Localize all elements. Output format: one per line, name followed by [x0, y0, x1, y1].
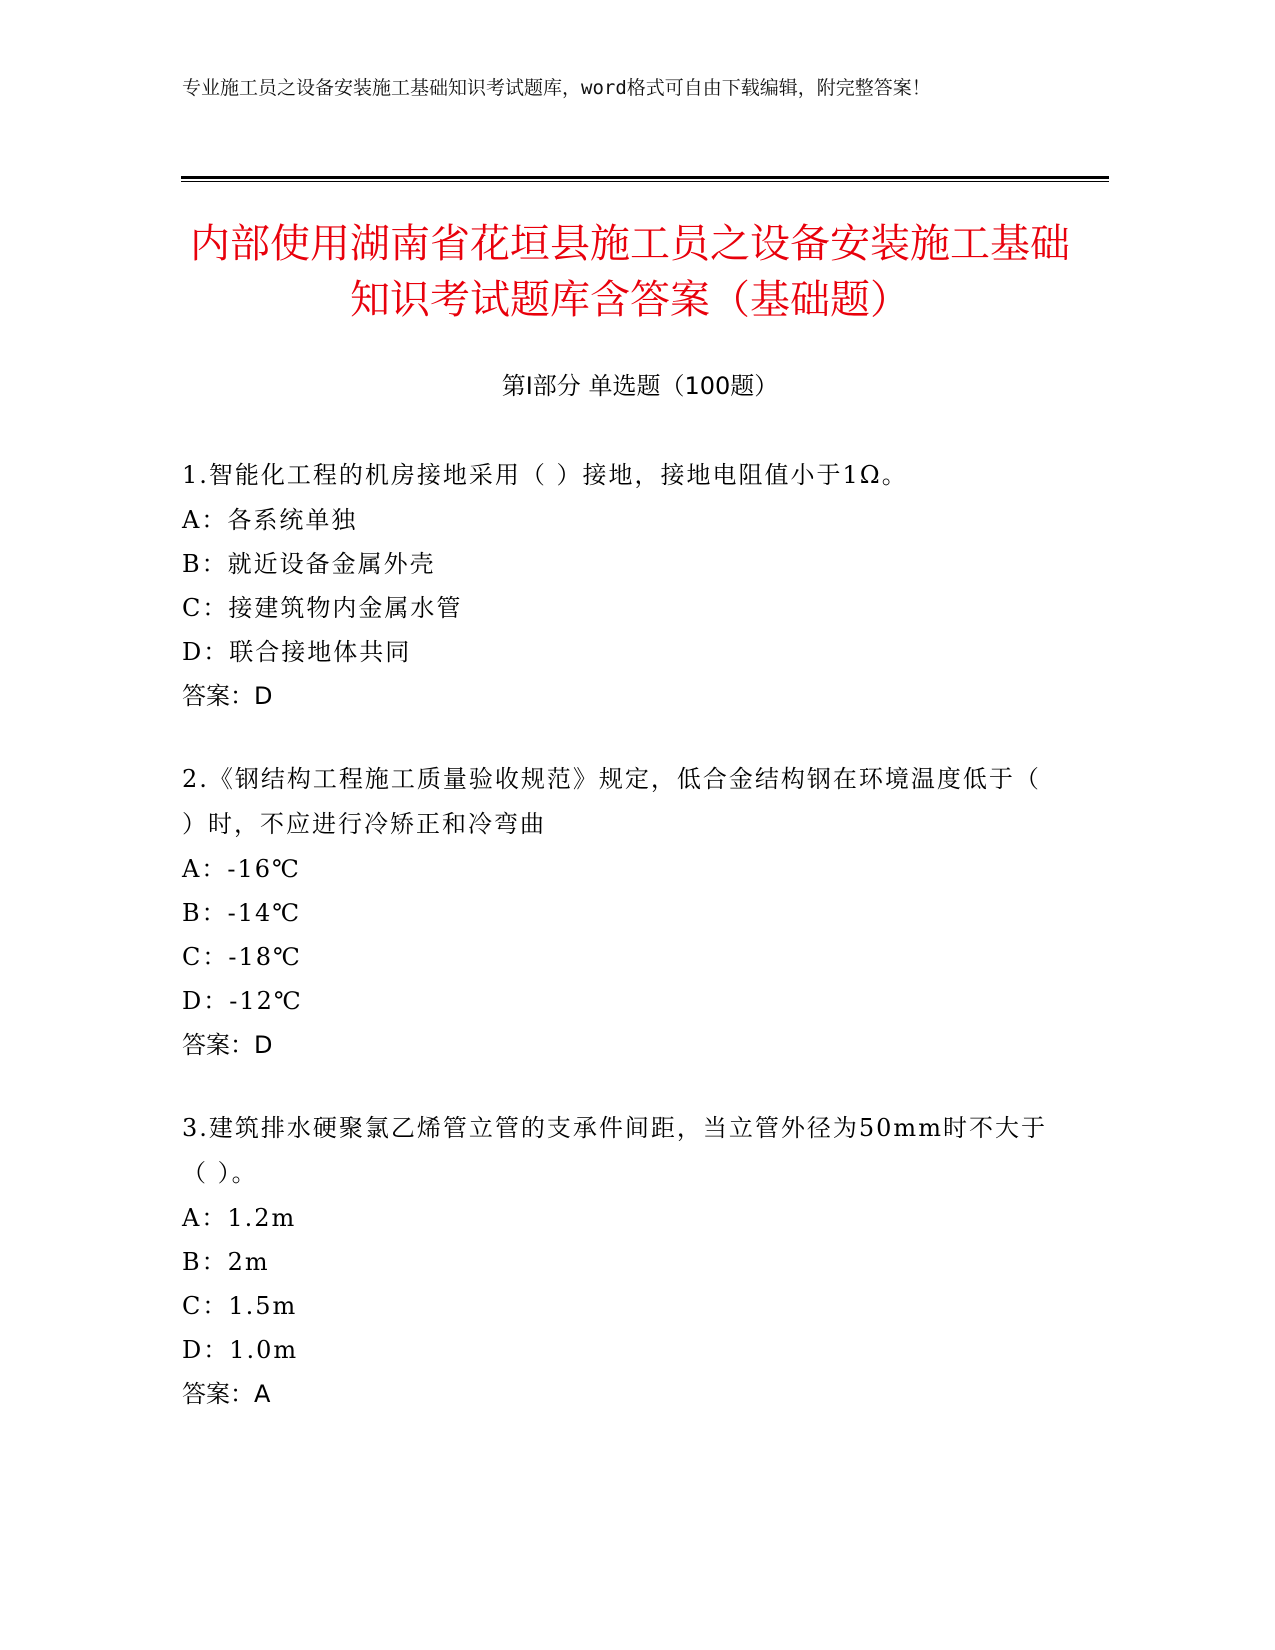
option-a: A：-16℃: [182, 855, 301, 883]
header-divider-thick: [181, 176, 1109, 179]
section-heading: 第Ⅰ部分 单选题（100题）: [501, 372, 779, 400]
answer-line: 答案：D: [182, 682, 273, 710]
option-b: B：-14℃: [182, 899, 302, 927]
option-d: D：1.0m: [182, 1336, 299, 1364]
option-c: C：1.5m: [182, 1292, 298, 1320]
option-a: A：各系统单独: [182, 506, 358, 534]
question-2: [182, 757, 1052, 1067]
header-divider-thin: [181, 181, 1109, 182]
document-title: 内部使用湖南省花垣县施工员之设备安装施工基础知识考试题库含答案（基础题）: [190, 221, 1070, 323]
question-stem: 1.智能化工程的机房接地采用（ ）接地，接地电阻值小于1Ω。: [182, 461, 908, 489]
option-b: B：2m: [182, 1248, 270, 1276]
option-d: D：-12℃: [182, 987, 303, 1015]
answer-line: 答案：D: [182, 1031, 273, 1059]
option-a: A：1.2m: [182, 1204, 297, 1232]
option-c: C：接建筑物内金属水管: [182, 594, 463, 622]
option-b: B：就近设备金属外壳: [182, 550, 436, 578]
question-3: [182, 1106, 1052, 1416]
option-c: C：-18℃: [182, 943, 302, 971]
option-d: D：联合接地体共同: [182, 638, 412, 666]
question-stem: 3.建筑排水硬聚氯乙烯管立管的支承件间距，当立管外径为50mm时不大于（ ）。: [182, 1114, 1047, 1187]
question-1: [182, 453, 1052, 718]
header-note: 专业施工员之设备安装施工基础知识考试题库，word格式可自由下载编辑，附完整答案！: [182, 77, 931, 99]
answer-line: 答案：A: [182, 1380, 271, 1408]
question-stem: 2.《钢结构工程施工质量验收规范》规定，低合金结构钢在环境温度低于（ ）时，不应进行冷矫正和冷弯曲: [182, 765, 1041, 838]
